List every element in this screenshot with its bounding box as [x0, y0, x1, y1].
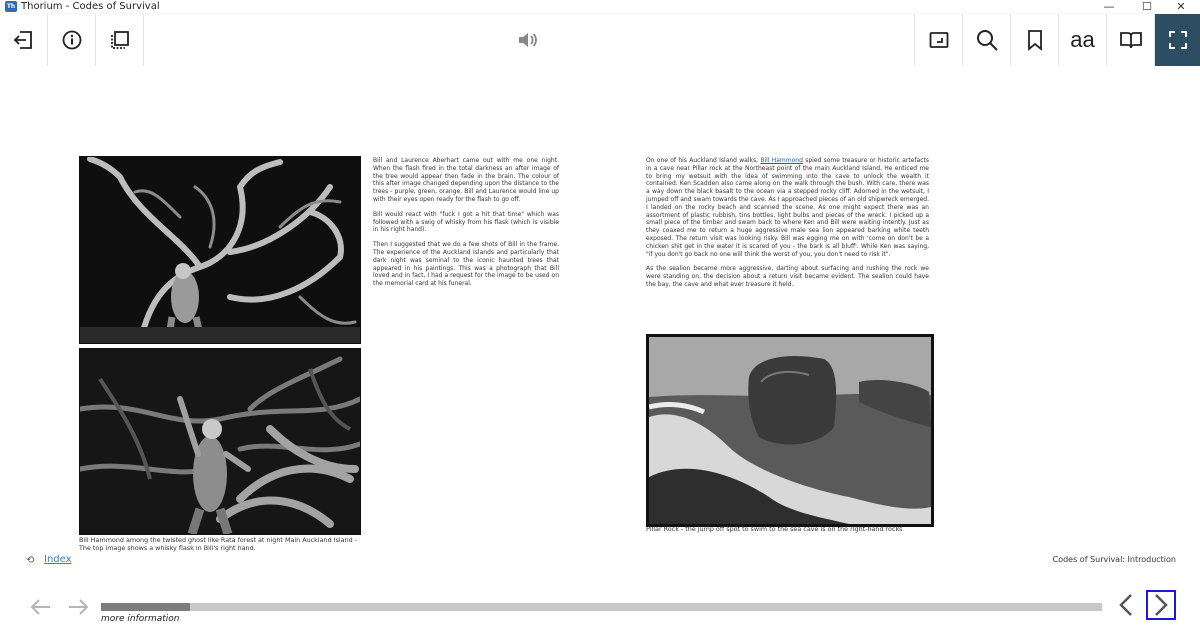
current-page-title: Codes of Survival: Introduction [1052, 555, 1176, 564]
history-back-button[interactable] [27, 594, 53, 620]
index-sync-icon: ⟲ [26, 555, 35, 566]
pillar-rock-image [649, 337, 931, 524]
previous-page-button[interactable] [1111, 590, 1141, 620]
photo-bill-among-trees [79, 348, 361, 535]
right-paragraph-1-start: On one of his Auckland Island walks, [646, 157, 761, 164]
history-forward-button[interactable] [66, 594, 92, 620]
text-settings-button[interactable] [1058, 14, 1106, 66]
right-page-text [646, 157, 929, 296]
window-titlebar [0, 0, 1200, 14]
close-button[interactable]: ✕ [1176, 0, 1186, 13]
picture-in-picture-icon [928, 29, 950, 51]
chevron-right-icon [1152, 593, 1170, 617]
more-information-label[interactable]: more information [101, 614, 180, 624]
read-aloud-button[interactable] [504, 14, 552, 66]
right-paragraph-2: As the sealion became more aggressive, darting about surfacing and rushing the rock we were standing on, the decision about a return visit became evident. The sealion could have the bay, the cave and what ever treasure it held. [646, 265, 929, 288]
reading-mode-button[interactable] [1106, 14, 1154, 66]
bookmark-icon [1025, 29, 1045, 51]
chevron-left-icon [1117, 593, 1135, 617]
search-button[interactable] [962, 14, 1010, 66]
photo-pillar-rock [646, 334, 934, 527]
back-to-library-button[interactable] [0, 14, 48, 66]
fullscreen-button[interactable] [1154, 14, 1200, 66]
left-paragraph-2: Bill would react with "fuck I got a hit that time" which was followed with a swig of whisky from his flask (which is visible in his right hand). [373, 210, 559, 234]
info-button[interactable] [48, 14, 96, 66]
picture-in-picture-button[interactable] [914, 14, 962, 66]
right-paragraph-1-rest: spied some treasure or historic artefacts in a cave near Pillar rock at the Northeast point of the main Auckland Island. He enticed me to bring my wetsuit with the idea of swimming into the cave to unlock the wealth it contained. Ken Scadden also came along on the walk through the bush. With care, there was a way down the black basalt to the ocean via a stepped rocky cliff. Adorned in the wetsuit, I jumped off and swam towards the cave. As I approached pieces of an old shipwreck emerged. I landed on the rocky beach and scanned the scene. As one might expect there was an assortment of plastic rubbish, tins bottles, light bulbs and pieces of the wreck. I picked up a small piece of the timber and swam back to where Ken and Bill were waiting intently. Just as they coaxed me to return a huge aggressive male sea lion appeared barking white teeth exposed. The return visit was looking risky. Bill was egging me on with 'come on don't be a chicken shit get in the water it is scared of you - the bark is all bluff'. While Ken was saying, "if you don't go back no one will think the worst of you, you don't need to risk it". [646, 157, 930, 258]
arrow-left-icon [28, 597, 52, 617]
reading-progress-track[interactable] [101, 603, 1102, 611]
index-link[interactable]: Index [44, 554, 72, 565]
navigation-icon [109, 29, 131, 51]
window-title: Thorium - Codes of Survival [21, 1, 160, 12]
next-page-button[interactable] [1146, 590, 1176, 620]
left-paragraph-3: Then I suggested that we do a few shots of Bill in the frame. The experience of the Auckland Islands and particularly that dark night was seminal to the iconic haunted trees that appeared in his paintings. This was a photograph that Bill loved and in fact, I had a request for the image to be used on the memorial card at his funeral. [373, 241, 559, 288]
right-photo-caption: Pillar Rock - the jump off spot to swim to the sea cave is on the right-hand rocks [646, 525, 903, 533]
photo-tree-night-flask [79, 156, 361, 344]
reading-progress-fill [101, 603, 190, 611]
left-photo-caption: Bill Hammond among the twisted ghost like Rata forest at night Main Auckland Island - The top image shows a whisky flask in Bill's right hand. [79, 536, 358, 552]
arrow-right-icon [67, 597, 91, 617]
search-icon [975, 28, 999, 52]
bookmark-button[interactable] [1010, 14, 1058, 66]
navigation-button[interactable] [96, 14, 144, 66]
right-paragraph-1 [646, 157, 929, 258]
left-page-text [373, 157, 559, 295]
maximize-button[interactable]: ☐ [1142, 0, 1152, 13]
reader-toolbar [0, 14, 1200, 66]
bill-hammond-link[interactable]: Bill Hammond [760, 157, 803, 164]
fullscreen-icon [1167, 29, 1189, 51]
reading-mode-icon [1119, 29, 1143, 51]
reading-area [0, 66, 1200, 586]
back-to-library-icon [13, 29, 35, 51]
app-icon: Th [6, 3, 16, 10]
info-icon [61, 29, 83, 51]
tree-night-image [80, 157, 360, 343]
left-paragraph-1: Bill and Laurence Aberhart came out with me one night. When the flash fired in the total darkness an after image of the tree would appear then fade in the brain. The colour of this after image changed depending upon the distance to the trees - purple, green, orange. Bill and Laurence would line up with their eyes open ready for the flash to go off. [373, 157, 559, 203]
bill-among-trees-image [80, 349, 360, 534]
text-settings-icon: aa [1070, 27, 1095, 52]
minimize-button[interactable]: — [1103, 0, 1115, 13]
speaker-icon [516, 29, 540, 51]
